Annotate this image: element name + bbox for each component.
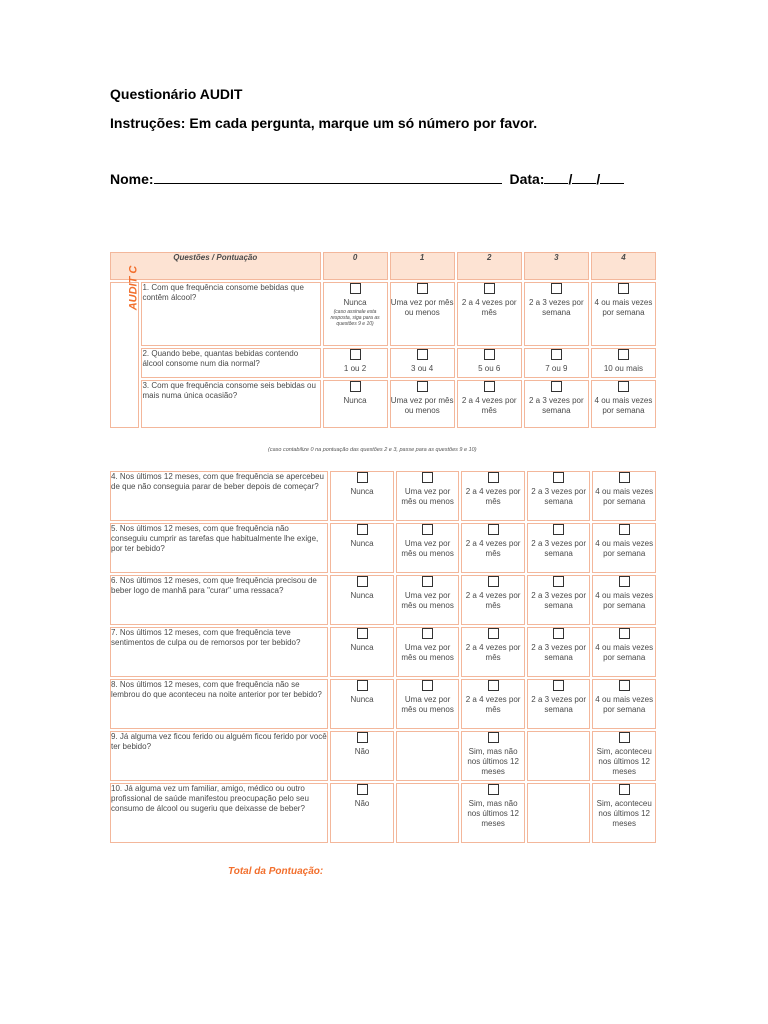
checkbox-icon[interactable] [357, 524, 368, 535]
answer-label: 5 ou 6 [478, 364, 501, 373]
answer-label: 2 a 4 vezes por mês [465, 591, 521, 610]
checkbox-icon[interactable] [488, 680, 499, 691]
checkbox-icon[interactable] [422, 524, 433, 535]
answer-option[interactable] [330, 523, 394, 573]
question-row [110, 731, 656, 781]
question-text: 4. Nos últimos 12 meses, com que frequência se apercebeu de que não conseguia parar de beber depois de começar? [110, 471, 328, 521]
answer-label: 2 a 3 vezes por semana [531, 643, 586, 662]
answer-option[interactable] [527, 679, 591, 729]
header-cell-score: 3 [524, 252, 589, 280]
checkbox-icon[interactable] [488, 732, 499, 743]
checkbox-icon[interactable] [488, 784, 499, 795]
answer-label: 2 a 4 vezes por mês [465, 487, 521, 506]
question-row [110, 348, 656, 378]
answer-option[interactable] [461, 471, 525, 521]
question-row [110, 380, 656, 428]
checkbox-icon[interactable] [619, 524, 630, 535]
checkbox-icon[interactable] [619, 628, 630, 639]
answer-label: Uma vez por mês ou menos [401, 539, 454, 558]
checkbox-icon[interactable] [357, 732, 368, 743]
answer-option[interactable] [396, 575, 460, 625]
answer-label: 4 ou mais vezes por semana [595, 695, 654, 714]
answer-label: Nunca [350, 643, 374, 652]
answer-option[interactable] [323, 380, 388, 428]
answer-option[interactable] [524, 348, 589, 378]
date-year-field[interactable] [600, 171, 624, 184]
checkbox-icon[interactable] [417, 283, 428, 294]
checkbox-icon[interactable] [417, 349, 428, 360]
answer-option[interactable] [330, 783, 394, 843]
checkbox-icon[interactable] [422, 680, 433, 691]
answer-label: 10 ou mais [603, 364, 643, 373]
checkbox-icon[interactable] [619, 680, 630, 691]
header-row [110, 252, 656, 280]
answer-label: Nunca [350, 591, 374, 600]
checkbox-icon[interactable] [488, 576, 499, 587]
answer-label: 2 a 4 vezes por mês [461, 298, 517, 317]
checkbox-icon[interactable] [484, 283, 495, 294]
date-label: Data: [509, 171, 545, 187]
answer-option[interactable] [396, 679, 460, 729]
checkbox-icon[interactable] [619, 472, 630, 483]
answer-option[interactable] [592, 627, 656, 677]
question-row [110, 679, 656, 729]
answer-label: 2 a 3 vezes por semana [528, 396, 584, 415]
answer-label: Sim, mas não nos últimos 12 meses [467, 799, 519, 828]
answer-option[interactable] [457, 348, 522, 378]
answer-label: 7 ou 9 [545, 364, 568, 373]
answer-label: Sim, aconteceu nos últimos 12 meses [596, 799, 652, 828]
answer-label: 4 ou mais vezes por semana [595, 643, 654, 662]
answer-option[interactable] [592, 471, 656, 521]
answer-label: 1 ou 2 [343, 364, 367, 373]
answer-option[interactable] [461, 523, 525, 573]
checkbox-icon[interactable] [422, 628, 433, 639]
checkbox-icon[interactable] [553, 524, 564, 535]
answer-option[interactable] [457, 282, 522, 346]
answer-label: Uma vez por mês ou menos [401, 487, 454, 506]
answer-option[interactable] [461, 679, 525, 729]
answer-label: Uma vez por mês ou menos [401, 695, 454, 714]
checkbox-icon[interactable] [357, 472, 368, 483]
answer-label: 4 ou mais vezes por semana [595, 539, 654, 558]
question-text: 2. Quando bebe, quantas bebidas contendo álcool consome num dia normal? [141, 348, 320, 378]
answer-label: Nunca [350, 695, 374, 704]
date-separator: / [568, 171, 573, 187]
answer-label: Não [354, 747, 370, 756]
audit-c-side-cell [110, 265, 140, 428]
answer-label: 2 a 3 vezes por semana [528, 298, 584, 317]
answer-option[interactable] [591, 380, 656, 428]
answer-label: Nunca [350, 539, 374, 548]
checkbox-icon[interactable] [618, 283, 629, 294]
answer-option[interactable] [592, 523, 656, 573]
answer-option[interactable] [396, 471, 460, 521]
checkbox-icon[interactable] [551, 349, 562, 360]
answer-option[interactable] [592, 575, 656, 625]
answer-option[interactable] [592, 679, 656, 729]
checkbox-icon[interactable] [484, 349, 495, 360]
question-row [110, 523, 656, 573]
checkbox-icon[interactable] [618, 349, 629, 360]
answer-label: Sim, aconteceu nos últimos 12 meses [596, 747, 652, 776]
answer-label: Uma vez por mês ou menos [401, 591, 454, 610]
empty-cell [396, 783, 460, 843]
checkbox-icon[interactable] [553, 576, 564, 587]
answer-option[interactable] [527, 523, 591, 573]
name-field[interactable] [154, 171, 502, 184]
question-text: 1. Com que frequência consome bebidas que contêm álcool? [141, 282, 320, 346]
question-row [110, 627, 656, 677]
answer-label: Nunca [343, 396, 367, 405]
answer-option[interactable] [592, 783, 656, 843]
checkbox-icon[interactable] [350, 283, 361, 294]
answer-option[interactable] [524, 380, 589, 428]
answer-option[interactable] [527, 471, 591, 521]
answer-label: Nunca [350, 487, 374, 496]
audit-c-label: AUDIT C [127, 265, 140, 311]
answer-option[interactable] [330, 679, 394, 729]
date-separator: / [596, 171, 601, 187]
audit-questions-table [108, 469, 658, 845]
checkbox-icon[interactable] [619, 784, 630, 795]
checkbox-icon[interactable] [551, 381, 562, 392]
question-text: 3. Com que frequência consome seis bebidas ou mais numa única ocasião? [141, 380, 320, 428]
audit-c-table [108, 250, 658, 430]
checkbox-icon[interactable] [350, 349, 361, 360]
checkbox-icon[interactable] [357, 576, 368, 587]
answer-option[interactable] [390, 282, 455, 346]
answer-option[interactable] [390, 380, 455, 428]
checkbox-icon[interactable] [357, 784, 368, 795]
question-row [110, 783, 656, 843]
date-day-field[interactable] [544, 171, 568, 184]
answer-label: Uma vez por mês ou menos [401, 643, 454, 662]
answer-label: 2 a 4 vezes por mês [465, 539, 521, 558]
answer-option[interactable] [323, 348, 388, 378]
checkbox-icon[interactable] [357, 628, 368, 639]
answer-option[interactable] [592, 731, 656, 781]
answer-label: 4 ou mais vezes por semana [594, 396, 653, 415]
checkbox-icon[interactable] [488, 472, 499, 483]
answer-label: 4 ou mais vezes por semana [595, 591, 654, 610]
answer-option[interactable] [396, 523, 460, 573]
footnote: (caso contabilize 0 na pontuação das questões 2 e 3, passe para as questões 9 e 10) [268, 447, 477, 453]
answer-option[interactable] [527, 627, 591, 677]
question-row [110, 471, 656, 521]
answer-option[interactable] [461, 731, 525, 781]
checkbox-icon[interactable] [553, 628, 564, 639]
answer-label: 2 a 4 vezes por mês [461, 396, 517, 415]
instructions: Instruções: Em cada pergunta, marque um só número por favor. [110, 115, 538, 131]
answer-label: Sim, mas não nos últimos 12 meses [467, 747, 519, 776]
checkbox-icon[interactable] [619, 732, 630, 743]
empty-cell [396, 731, 460, 781]
answer-label: 4 ou mais vezes por semana [594, 298, 653, 317]
question-text: 5. Nos últimos 12 meses, com que frequência não conseguiu cumprir as tarefas que habitualmente lhe exige, por ter bebido? [110, 523, 328, 573]
answer-option[interactable] [591, 282, 656, 346]
empty-cell [527, 783, 591, 843]
question-row [110, 282, 656, 346]
header-cell-questions: Questões / Pontuação [110, 252, 321, 280]
answer-option[interactable] [591, 348, 656, 378]
checkbox-icon[interactable] [484, 381, 495, 392]
answer-option[interactable] [457, 380, 522, 428]
empty-cell [527, 731, 591, 781]
answer-option[interactable] [330, 471, 394, 521]
answer-option[interactable] [461, 575, 525, 625]
question-text: 10. Já alguma vez um familiar, amigo, médico ou outro profissional de saúde manifestou preocupação pelo seu consumo de álcool ou sugeriu que deixasse de beber? [110, 783, 328, 843]
question-text: 9. Já alguma vez ficou ferido ou alguém ficou ferido por você ter bebido? [110, 731, 328, 781]
answer-option[interactable] [461, 627, 525, 677]
checkbox-icon[interactable] [417, 381, 428, 392]
answer-label: 2 a 3 vezes por semana [531, 487, 586, 506]
answer-label: 2 a 3 vezes por semana [531, 695, 586, 714]
answer-label: 2 a 4 vezes por mês [465, 695, 521, 714]
answer-label: Uma vez por mês ou menos [390, 396, 454, 415]
answer-option[interactable] [524, 282, 589, 346]
answer-option[interactable] [461, 783, 525, 843]
header-cell-score: 4 [591, 252, 656, 280]
page-title: Questionário AUDIT [110, 86, 243, 102]
question-text: 7. Nos últimos 12 meses, com que frequência teve sentimentos de culpa ou de remorsos por ter bebido? [110, 627, 328, 677]
answer-label: 2 a 3 vezes por semana [531, 539, 586, 558]
header-cell-score: 1 [390, 252, 455, 280]
checkbox-icon[interactable] [618, 381, 629, 392]
answer-label: 2 a 4 vezes por mês [465, 643, 521, 662]
question-row [110, 575, 656, 625]
answer-note: (caso assinale esta resposta, siga para as questões 9 e 10) [330, 309, 380, 327]
answer-label: Uma vez por mês ou menos [390, 298, 454, 317]
checkbox-icon[interactable] [553, 472, 564, 483]
date-month-field[interactable] [572, 171, 596, 184]
answer-label: 2 a 3 vezes por semana [531, 591, 586, 610]
answer-label: Nunca [343, 298, 367, 307]
checkbox-icon[interactable] [357, 680, 368, 691]
answer-option[interactable] [323, 282, 388, 346]
answer-option[interactable] [330, 575, 394, 625]
checkbox-icon[interactable] [488, 628, 499, 639]
header-cell-score: 2 [457, 252, 522, 280]
answer-option[interactable] [330, 731, 394, 781]
question-text: 6. Nos últimos 12 meses, com que frequência precisou de beber logo de manhã para "curar" uma ressaca? [110, 575, 328, 625]
answer-label: 3 ou 4 [411, 364, 434, 373]
header-cell-score: 0 [323, 252, 388, 280]
checkbox-icon[interactable] [488, 524, 499, 535]
name-label: Nome: [110, 171, 154, 187]
question-text: 8. Nos últimos 12 meses, com que frequência não se lembrou do que aconteceu na noite anterior por ter bebido? [110, 679, 328, 729]
answer-option[interactable] [390, 348, 455, 378]
total-score-label: Total da Pontuação: [228, 866, 324, 877]
answer-option[interactable] [330, 627, 394, 677]
checkbox-icon[interactable] [422, 576, 433, 587]
answer-option[interactable] [527, 575, 591, 625]
checkbox-icon[interactable] [422, 472, 433, 483]
checkbox-icon[interactable] [619, 576, 630, 587]
checkbox-icon[interactable] [551, 283, 562, 294]
checkbox-icon[interactable] [350, 381, 361, 392]
checkbox-icon[interactable] [553, 680, 564, 691]
answer-label: 4 ou mais vezes por semana [595, 487, 654, 506]
answer-label: Não [354, 799, 370, 808]
name-date-line [110, 171, 624, 187]
answer-option[interactable] [396, 627, 460, 677]
